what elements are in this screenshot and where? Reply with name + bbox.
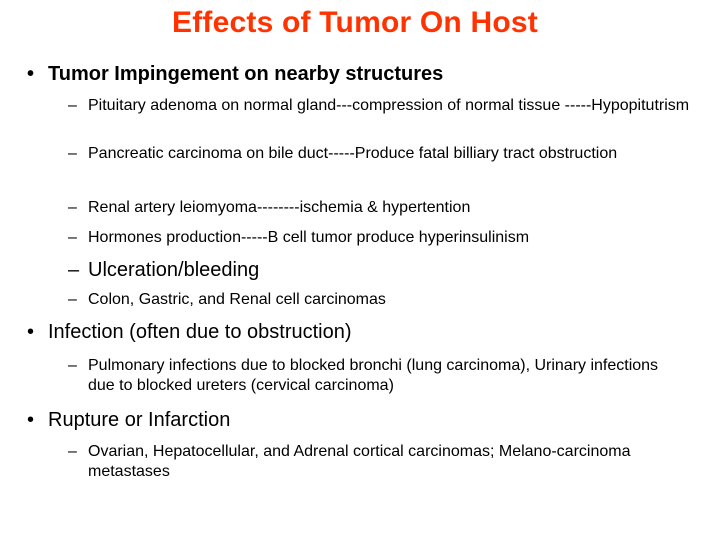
bullet-heading: Rupture or Infarction	[48, 409, 231, 431]
sub-item-text: Pancreatic carcinoma on bile duct-----Produce fatal billiary tract obstruction	[88, 145, 618, 162]
slide-title: Effects of Tumor On Host	[172, 6, 538, 39]
sub-item-text: Colon, Gastric, and Renal cell carcinomas	[88, 291, 386, 308]
dash-icon: –	[68, 199, 77, 216]
dash-icon: –	[68, 357, 77, 374]
sub-item-text: Pulmonary infections due to blocked bronchi (lung carcinoma), Urinary infections due to blocked ureters (cervical carcinoma)	[88, 357, 659, 394]
bullet-tumor-impingement	[27, 62, 444, 86]
dash-icon: –	[68, 97, 77, 114]
dash-icon: –	[68, 291, 77, 308]
sub-item-text: Ovarian, Hepatocellular, and Adrenal cortical carcinomas; Melano-carcinoma metastases	[88, 443, 631, 480]
sub-item-pancreatic	[68, 144, 688, 164]
sub-item-hormones	[68, 228, 688, 248]
sub-item-ovarian	[68, 442, 684, 482]
bullet-heading: Tumor Impingement on nearby structures	[48, 63, 444, 85]
bullet-icon: •	[27, 409, 35, 431]
sub-item-pulmonary	[68, 356, 668, 396]
sub-heading-ulceration	[68, 258, 260, 282]
sub-heading-text: Ulceration/bleeding	[88, 259, 260, 281]
dash-icon: –	[68, 259, 80, 281]
bullet-infection	[27, 320, 352, 344]
sub-item-pituitary	[68, 96, 700, 116]
sub-item-colon	[68, 290, 688, 310]
dash-icon: –	[68, 229, 77, 246]
sub-item-text: Hormones production-----B cell tumor produce hyperinsulinism	[88, 229, 530, 246]
dash-icon: –	[68, 145, 77, 162]
bullet-rupture	[27, 408, 231, 432]
bullet-heading: Infection (often due to obstruction)	[48, 321, 352, 343]
sub-item-renal-artery	[68, 198, 688, 218]
dash-icon: –	[68, 443, 77, 460]
sub-item-text: Pituitary adenoma on normal gland---compression of normal tissue -----Hypopitutrism	[88, 97, 690, 114]
sub-item-text: Renal artery leiomyoma--------ischemia & hypertention	[88, 199, 471, 216]
bullet-icon: •	[27, 321, 35, 343]
bullet-icon: •	[27, 63, 35, 85]
